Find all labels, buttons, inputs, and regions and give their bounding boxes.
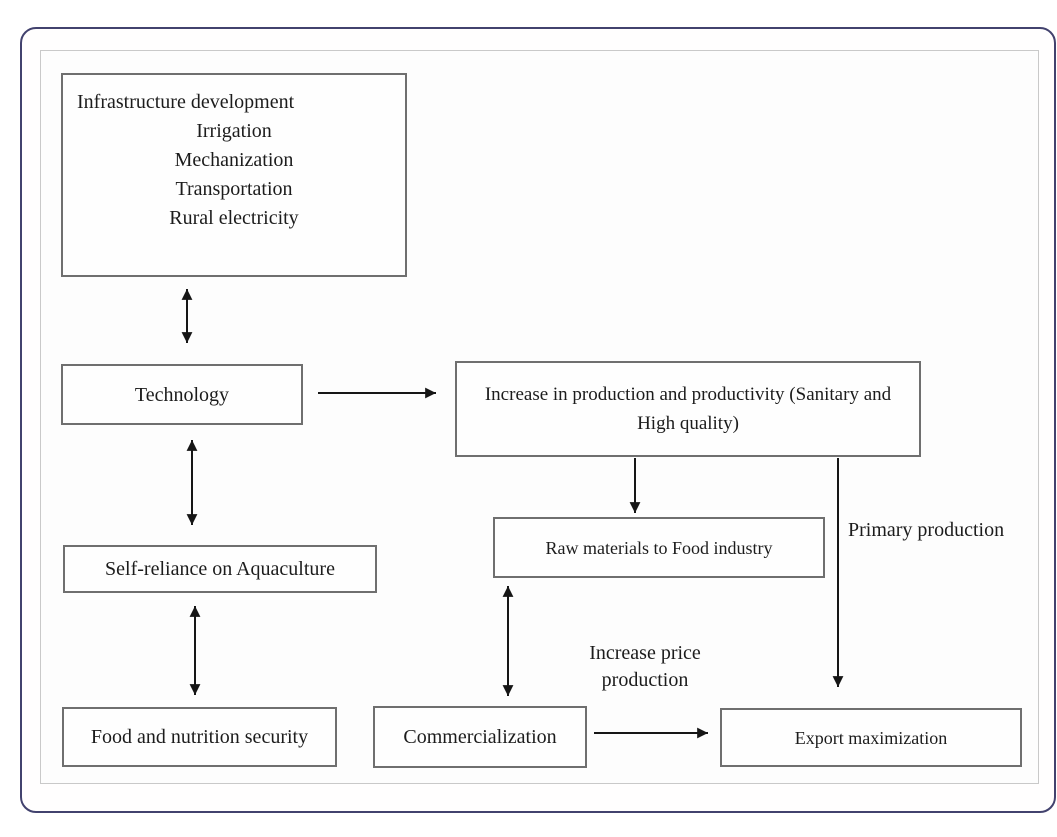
- node-label: Raw materials to Food industry: [545, 537, 773, 558]
- node-increase-production: [455, 361, 921, 457]
- node-raw-materials: [493, 517, 825, 578]
- node-sub-item: Rural electricity: [169, 207, 299, 229]
- node-sub-item: Transportation: [175, 178, 293, 200]
- node-label: Food and nutrition security: [90, 726, 309, 748]
- node-technology: [61, 364, 303, 425]
- node-sub-item: Irrigation: [196, 120, 272, 142]
- node-label: Infrastructure development: [77, 91, 295, 113]
- node-label: Increase in production and productivity (Sanitary and High quality): [484, 384, 892, 434]
- node-infrastructure-development: [61, 73, 407, 277]
- node-food-nutrition-security: [62, 707, 337, 767]
- edge-label-increase-price-production: Increase price production: [589, 642, 701, 691]
- node-sub-item: Mechanization: [174, 149, 294, 171]
- node-label: Commercialization: [403, 726, 557, 748]
- node-commercialization: [373, 706, 587, 768]
- node-self-reliance-aquaculture: [63, 545, 377, 593]
- node-export-maximization: [720, 708, 1022, 767]
- edge-label-primary-production: Primary production: [848, 519, 1005, 541]
- node-label: Export maximization: [794, 727, 948, 748]
- node-label: Technology: [134, 383, 230, 406]
- node-label: Self-reliance on Aquaculture: [105, 558, 335, 580]
